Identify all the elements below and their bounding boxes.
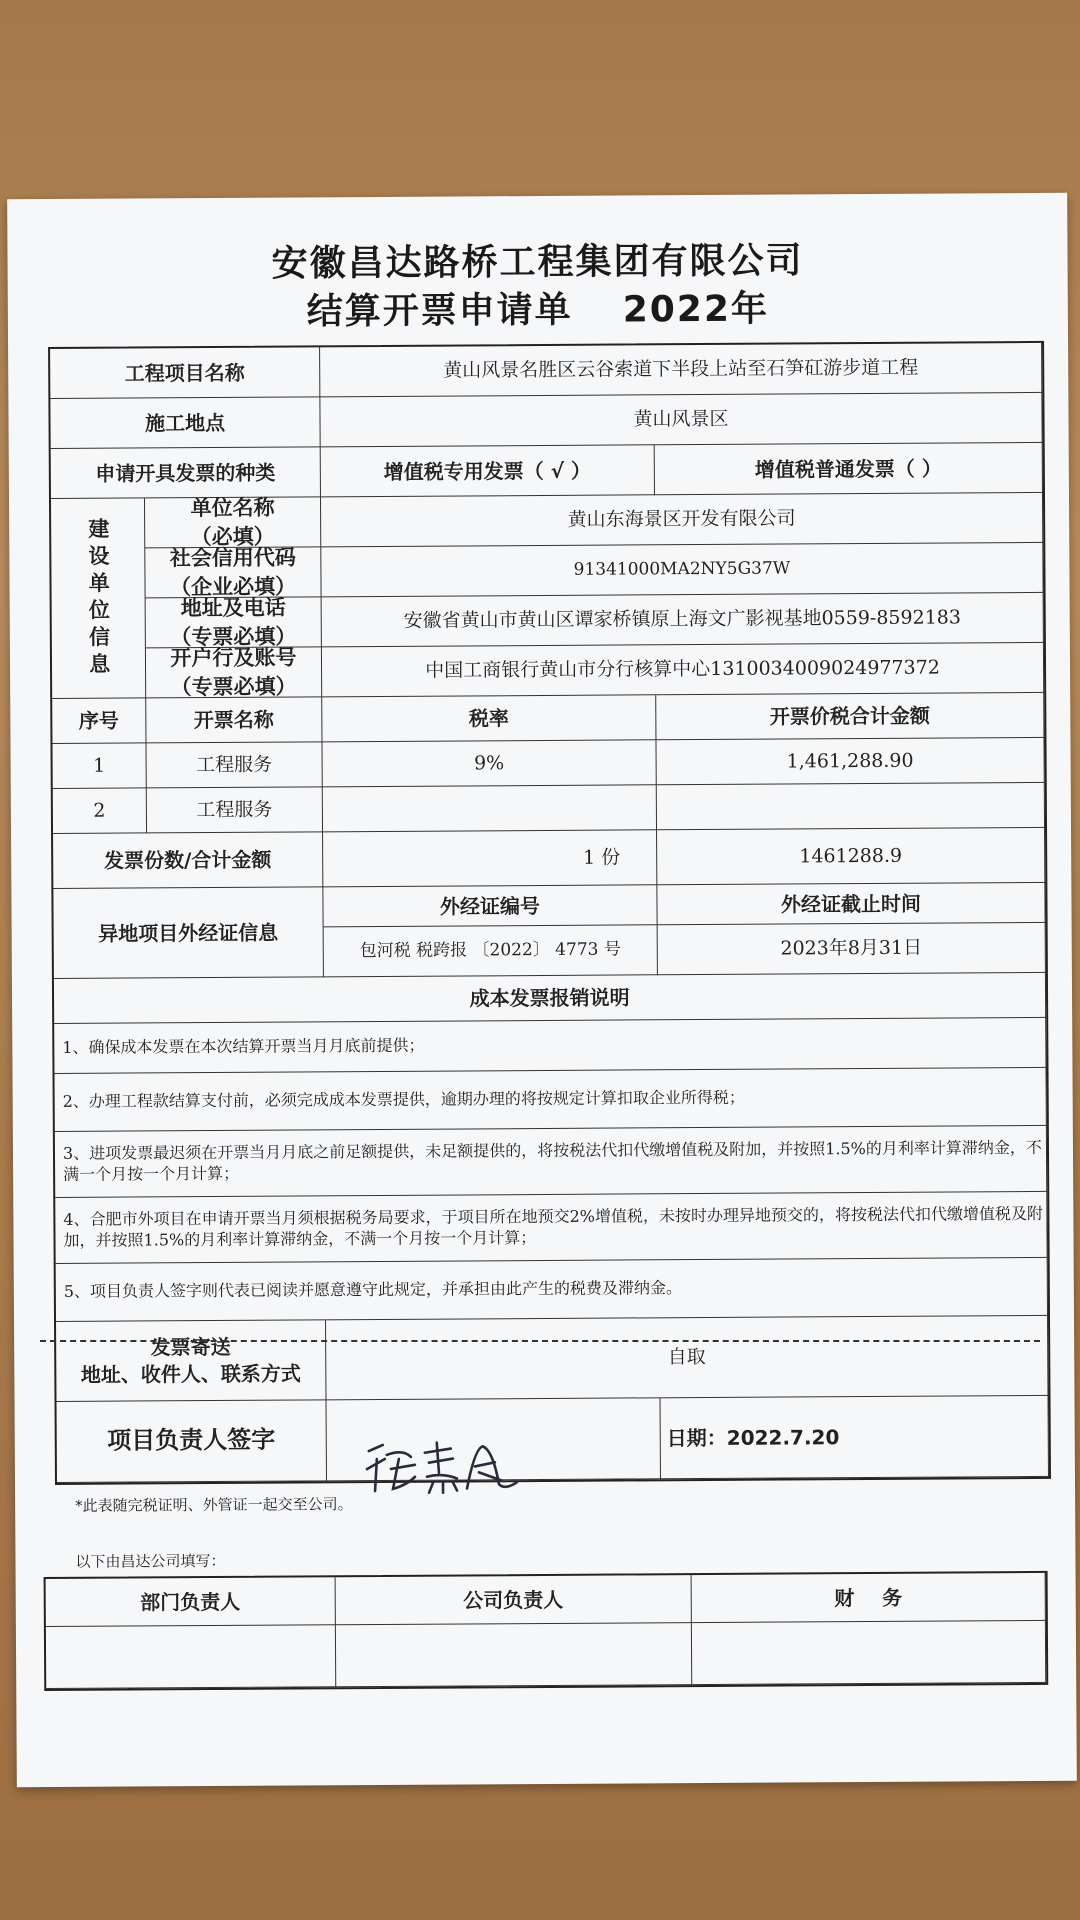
item-1-rate: 9% — [322, 740, 656, 787]
invoice-copies: 1 份 — [323, 830, 657, 887]
address-phone-value: 安徽省黄山市黄山区谭家桥镇原上海文广影视基地0559-8592183 — [322, 593, 1044, 647]
finance-sign[interactable] — [692, 1621, 1046, 1685]
site-value: 黄山风景区 — [320, 393, 1042, 447]
company-head-header: 公司负责人 — [336, 1575, 692, 1625]
builder-group-text: 建设单位信息 — [85, 517, 111, 680]
item-1-amount: 1,461,288.90 — [656, 738, 1044, 785]
address-phone-label-text: 地址及电话 — [180, 595, 286, 621]
project-name-label: 工程项目名称 — [50, 347, 320, 399]
mailing-label-line2: 地址、收件人、联系方式 — [80, 1360, 301, 1387]
bank-account-label-text: 开户行及账号 — [170, 645, 297, 671]
item-1-no: 1 — [52, 743, 146, 789]
company-head-sign[interactable] — [336, 1623, 692, 1687]
remote-info-label: 异地项目外经证信息 — [53, 887, 324, 979]
cost-notes-title: 成本发票报销说明 — [54, 973, 1046, 1024]
address-phone-label — [146, 597, 322, 648]
cost-note-3: 3、进项发票最迟须在开票当月月底之前足额提供，未足额提供的，将按税法代扣代缴增值税及附加，并按照1.5%的月利率计算滞纳金，不满一个月按一个月计算； — [55, 1126, 1047, 1198]
cost-note-5: 5、项目负责人签字则代表已阅读并愿意遵守此规定，并承担由此产生的税费及滞纳金。 — [56, 1258, 1048, 1322]
form-name: 结算开票申请单 — [306, 289, 573, 333]
address-phone-req: （专票必填） — [170, 623, 297, 649]
signature-date — [660, 1396, 1048, 1479]
remote-no-label: 外经证编号 — [323, 885, 657, 927]
mailing-value: 自取 — [326, 1316, 1048, 1400]
item-2-amount — [657, 783, 1045, 830]
ordinary-invoice-option: 增值税普通发票（ ） — [655, 443, 1043, 495]
builder-name-req: （必填） — [190, 524, 275, 549]
form-year: 2022年 — [622, 288, 770, 331]
application-table — [48, 341, 1051, 1485]
totals-label: 发票份数/合计金额 — [53, 832, 323, 889]
footnote: *此表随完税证明、外管证一起交至公司。 — [75, 1495, 353, 1515]
signature-date-label: 日期： — [666, 1425, 727, 1451]
item-2-rate — [323, 785, 657, 832]
bank-account-req: （专票必填） — [170, 673, 297, 699]
bank-account-label — [146, 647, 322, 698]
company-section-intro: 以下由昌达公司填写： — [75, 1551, 226, 1571]
cost-note-2: 2、办理工程款结算支付前，必须完成成本发票提供，逾期办理的将按规定计算扣取企业所得税； — [55, 1068, 1047, 1132]
company-title: 安徽昌达路桥工程集团有限公司 — [271, 240, 804, 285]
bank-account-value: 中国工商银行黄山市分行核算中心1310034009024977372 — [322, 643, 1044, 697]
builder-name-value: 黄山东海景区开发有限公司 — [321, 493, 1043, 547]
form-paper — [7, 193, 1077, 1787]
project-name-value: 黄山风景名胜区云谷索道下半段上站至石笋矼游步道工程 — [320, 343, 1042, 397]
cut-line — [40, 1340, 1040, 1342]
builder-name-label-text: 单位名称 — [190, 495, 275, 521]
signature-label: 项目负责人签字 — [57, 1400, 327, 1483]
credit-code-label-text: 社会信用代码 — [169, 545, 296, 571]
item-2-no: 2 — [53, 788, 147, 834]
remote-deadline-value: 2023年8月31日 — [658, 923, 1046, 975]
builder-group-label — [51, 498, 146, 699]
cost-note-4: 4、合肥市外项目在申请开票当月须根据税务局要求，于项目所在地预交2%增值税，未按时办理异地预交的，将按税法代扣代缴增值税及附加，并按照1.5%的月利率计算滞纳金，不满一个月按一个月计算； — [55, 1192, 1047, 1264]
dept-head-header: 部门负责人 — [46, 1577, 336, 1627]
col-header-no: 序号 — [52, 698, 146, 744]
credit-code-value: 91341000MA2NY5G37W — [321, 543, 1043, 597]
site-label: 施工地点 — [50, 397, 320, 449]
remote-deadline-label: 外经证截止时间 — [657, 883, 1045, 925]
mailing-label-line1: 发票寄送 — [150, 1334, 231, 1359]
builder-name-label — [145, 497, 321, 548]
form-title — [8, 279, 1068, 336]
special-invoice-option: 增值税专用发票（ √ ） — [321, 445, 655, 497]
invoice-type-label: 申请开具发票的种类 — [51, 447, 321, 499]
credit-code-req: （企业必填） — [169, 573, 297, 599]
handwritten-signature — [363, 1428, 523, 1499]
col-header-amount: 开票价税合计金额 — [656, 693, 1044, 740]
signature-date-value: 2022.7.20 — [726, 1425, 840, 1450]
dept-head-sign[interactable] — [46, 1625, 336, 1689]
remote-no-value: 包河税 税跨报 〔2022〕 4773 号 — [324, 925, 658, 977]
credit-code-label — [145, 547, 321, 598]
company-approval-table — [44, 1571, 1049, 1691]
item-2-name: 工程服务 — [147, 787, 323, 833]
cost-note-1: 1、确保成本发票在本次结算开票当月月底前提供； — [54, 1018, 1046, 1074]
finance-header: 财 务 — [692, 1573, 1046, 1623]
invoice-total: 1461288.9 — [657, 828, 1045, 885]
mailing-label — [56, 1320, 326, 1402]
col-header-rate: 税率 — [322, 695, 656, 742]
col-header-name: 开票名称 — [146, 697, 322, 743]
item-1-name: 工程服务 — [146, 742, 322, 788]
